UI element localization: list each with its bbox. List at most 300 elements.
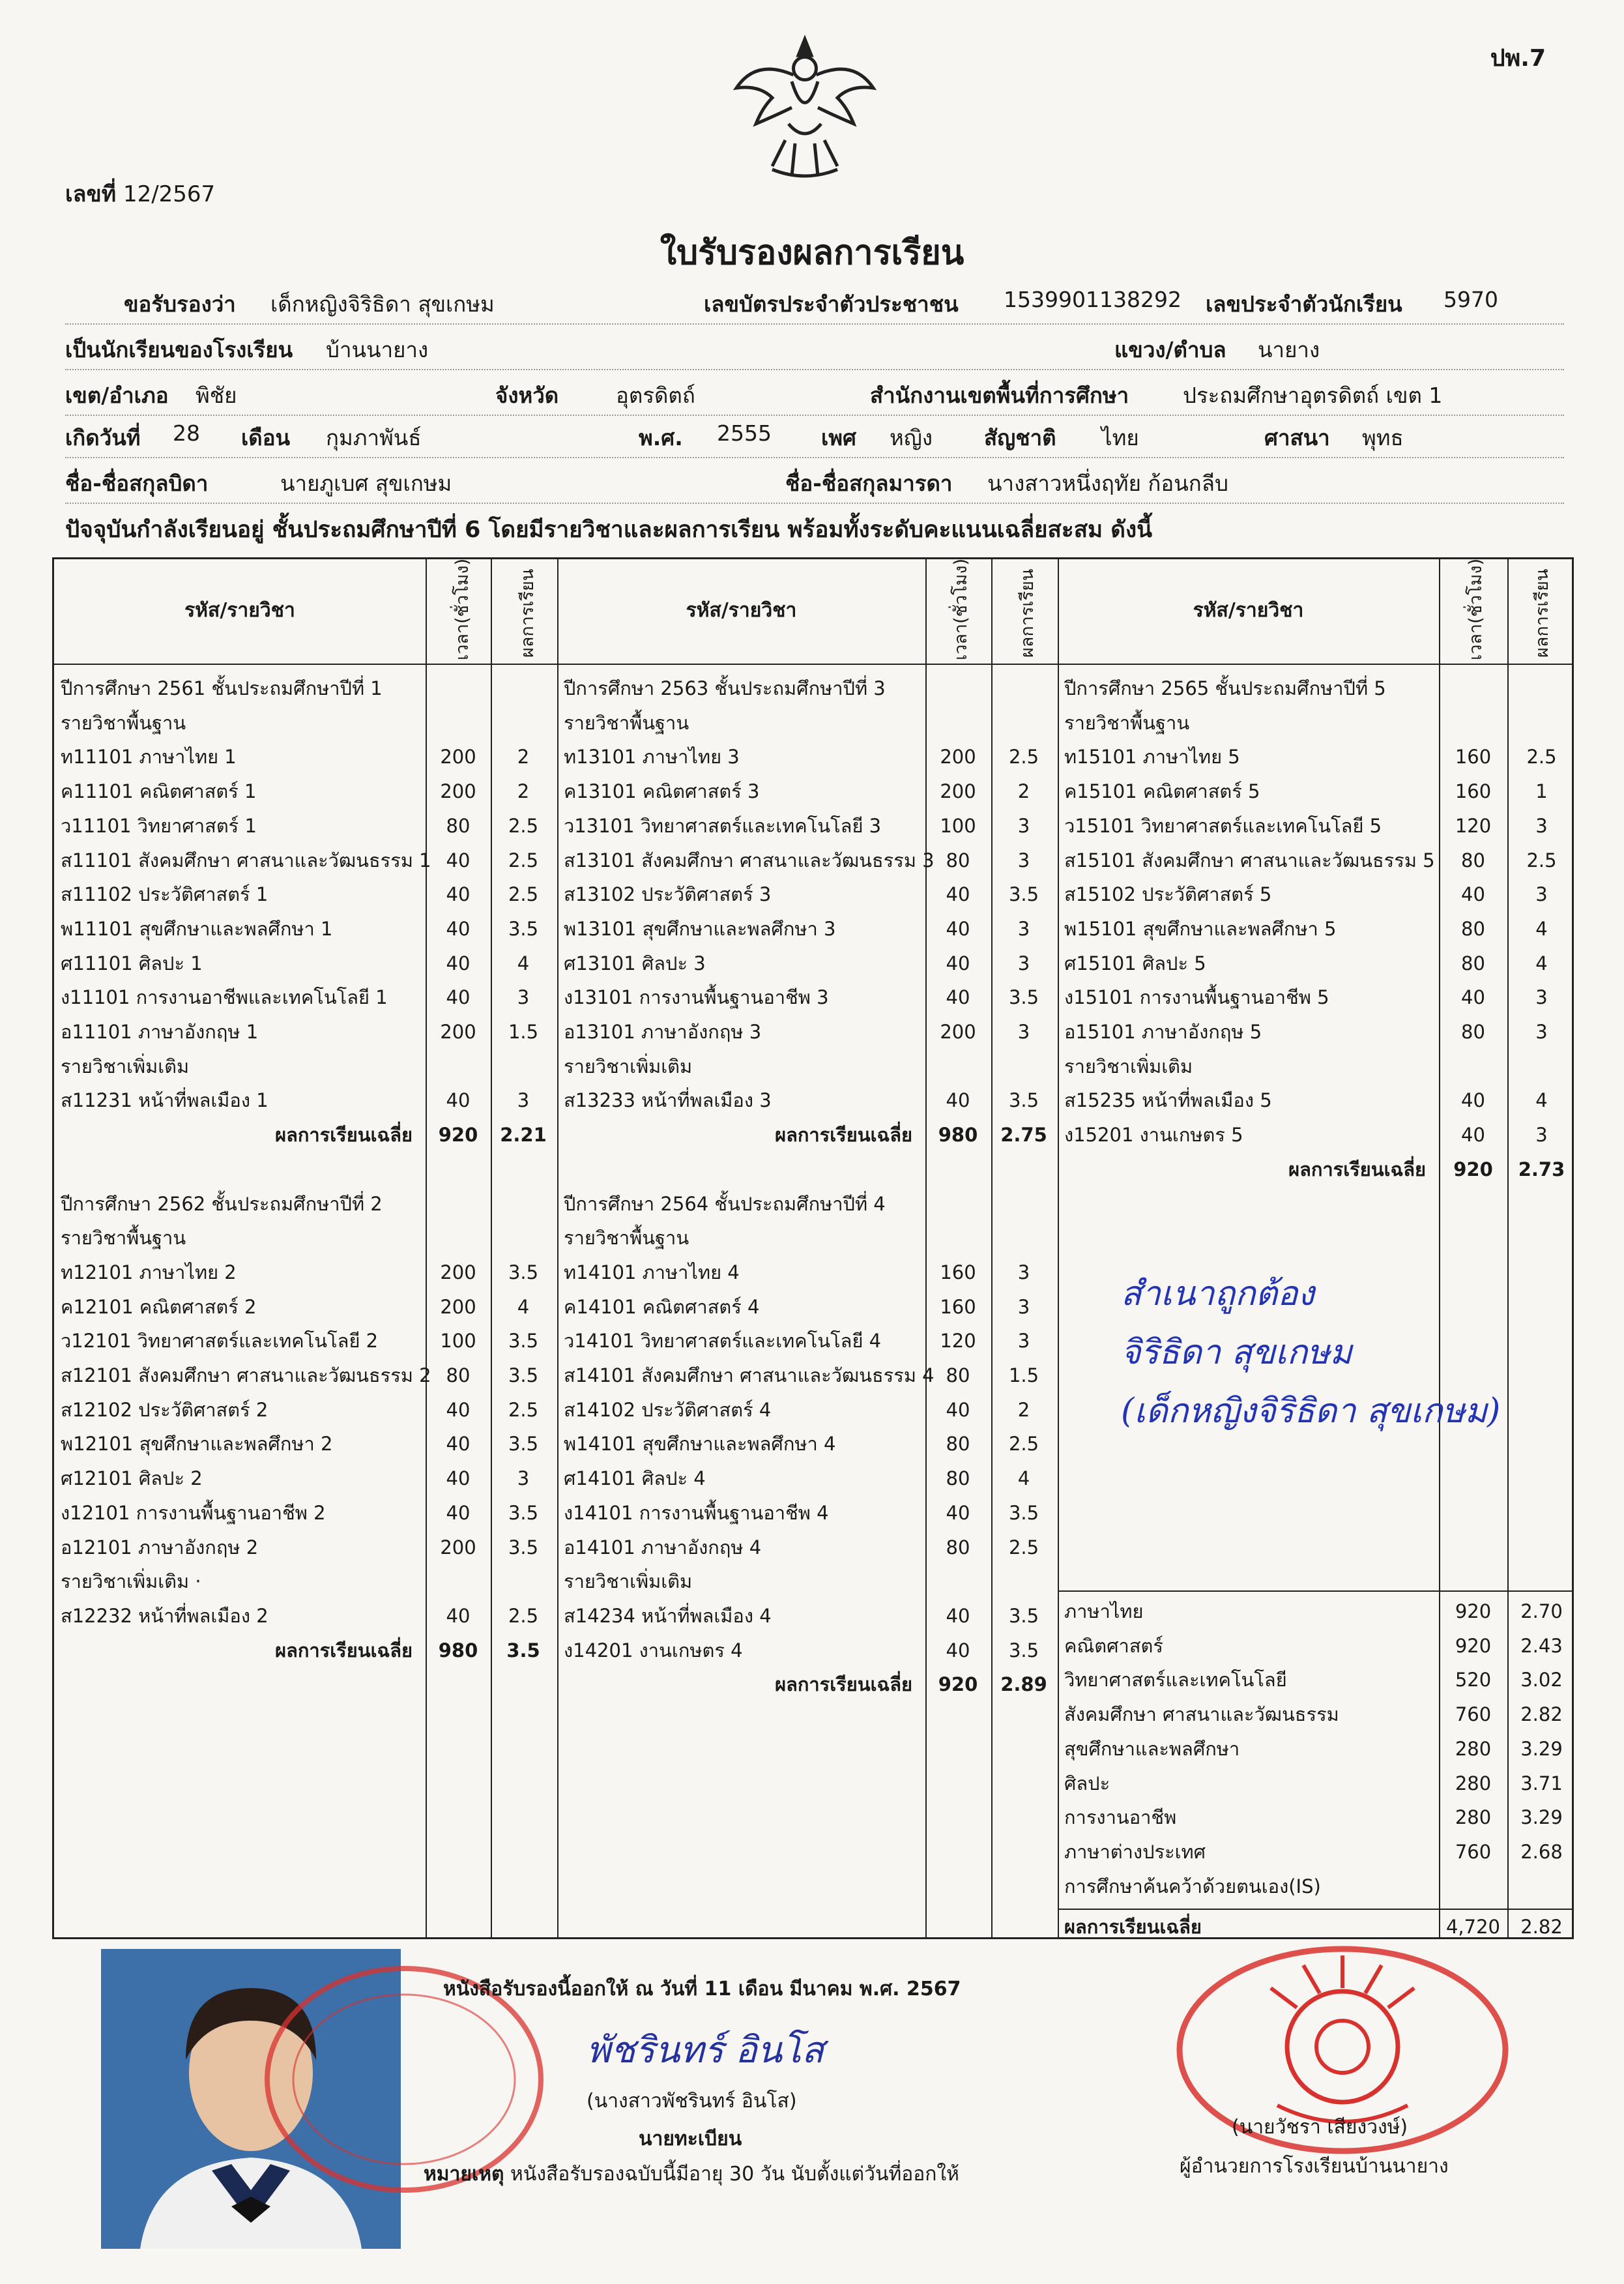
hours-cell: 920 bbox=[938, 1673, 978, 1696]
hours-cell bbox=[426, 1564, 491, 1598]
grade-cell: 2.21 bbox=[500, 1124, 547, 1147]
info-row-1 bbox=[65, 287, 1564, 326]
grade-cell: 2.5 bbox=[508, 849, 539, 871]
hours-cell: 160 bbox=[940, 1295, 976, 1318]
grade-table bbox=[52, 557, 1574, 1939]
summary-grade-cell: 2.70 bbox=[1520, 1600, 1563, 1622]
hours-cell: 80 bbox=[1461, 849, 1485, 871]
subject-cell: ง11101 การงานอาชีพและเทคโนโลยี 1 bbox=[61, 986, 388, 1009]
summary-subject-cell: การงานอาชีพ bbox=[1064, 1806, 1177, 1829]
summary-subject-cell: ภาษาต่างประเทศ bbox=[1064, 1840, 1206, 1863]
hours-cell: 980 bbox=[938, 1124, 978, 1147]
grade-cell: 2.5 bbox=[508, 883, 539, 906]
summary-subject-cell: สังคมศึกษา ศาสนาและวัฒนธรรม bbox=[1064, 1703, 1339, 1726]
hours-cell: 40 bbox=[446, 986, 471, 1009]
subject-cell: อ12101 ภาษาอังกฤษ 2 bbox=[61, 1536, 259, 1559]
summary-hours-cell: 760 bbox=[1455, 1840, 1492, 1863]
summary-grade-cell: 3.71 bbox=[1520, 1772, 1563, 1794]
hours-cell bbox=[925, 1187, 991, 1221]
hours-cell: 80 bbox=[1461, 917, 1485, 940]
hours-cell: 80 bbox=[1461, 952, 1485, 974]
grade-cell: 3.5 bbox=[508, 1261, 539, 1283]
hours-cell: 40 bbox=[446, 1089, 471, 1112]
hours-cell: 200 bbox=[440, 1536, 476, 1559]
summary-subject-cell: คณิตศาสตร์ bbox=[1064, 1634, 1163, 1657]
header-grade-3: ผลการเรียน bbox=[1532, 568, 1552, 658]
subject-cell: รายวิชาพื้นฐาน bbox=[1064, 711, 1190, 734]
hours-cell: 80 bbox=[446, 814, 471, 837]
school-label: เป็นนักเรียนของโรงเรียน bbox=[65, 337, 293, 362]
registrar-title: นายทะเบียน bbox=[639, 2128, 742, 2150]
hours-cell bbox=[925, 706, 991, 740]
nationality-value: ไทย bbox=[1101, 425, 1139, 450]
header-subject-1: รหัส/รายวิชา bbox=[184, 599, 295, 622]
hours-cell: 980 bbox=[438, 1639, 478, 1662]
grade-cell: 3.5 bbox=[508, 1330, 539, 1353]
hours-cell: 160 bbox=[1455, 780, 1492, 803]
subject-cell: ส13233 หน้าที่พลเมือง 3 bbox=[564, 1089, 772, 1112]
summary-subject-cell: วิทยาศาสตร์และเทคโนโลยี bbox=[1064, 1669, 1287, 1691]
director-name: (นายวัชรา เสียงวงษ์) bbox=[1232, 2116, 1408, 2139]
grade-cell: 3.5 bbox=[1008, 883, 1039, 906]
grade-cell bbox=[991, 1564, 1056, 1598]
subject-cell: ส14102 ประวัติศาสตร์ 4 bbox=[564, 1398, 772, 1421]
subject-cell: ท14101 ภาษาไทย 4 bbox=[564, 1261, 740, 1283]
birth-month-value: กุมภาพันธ์ bbox=[326, 425, 422, 450]
grade-cell: 3 bbox=[1535, 814, 1548, 837]
birth-year-value: 2555 bbox=[717, 420, 772, 446]
hours-cell: 200 bbox=[440, 746, 476, 769]
summary-hours-cell bbox=[1439, 1869, 1507, 1903]
subject-cell: อ11101 ภาษาอังกฤษ 1 bbox=[61, 1021, 259, 1043]
grade-cell: 3 bbox=[1017, 849, 1030, 871]
subject-cell: ว14101 วิทยาศาสตร์และเทคโนโลยี 4 bbox=[564, 1330, 882, 1353]
subject-cell: ผลการเรียนเฉลี่ย bbox=[1288, 1158, 1426, 1180]
grade-cell: 3.5 bbox=[1008, 1639, 1039, 1662]
summary-grade-cell: 2.43 bbox=[1520, 1634, 1563, 1657]
subject-cell: ศ11101 ศิลปะ 1 bbox=[61, 952, 203, 974]
hours-cell: 100 bbox=[440, 1330, 476, 1353]
hours-cell: 40 bbox=[1461, 986, 1485, 1009]
subject-cell: พ11101 สุขศึกษาและพลศึกษา 1 bbox=[61, 917, 333, 940]
hours-cell bbox=[925, 1049, 991, 1083]
mother-value: นางสาวหนึ่งฤทัย ก้อนกลีบ bbox=[987, 471, 1228, 496]
student-name: เด็กหญิงจิริธิดา สุขเกษม bbox=[270, 291, 495, 317]
grade-cell bbox=[491, 671, 556, 705]
grade-cell: 4 bbox=[1535, 952, 1548, 974]
grade-cell bbox=[491, 1564, 556, 1598]
summary-hours-cell: 920 bbox=[1455, 1634, 1492, 1657]
subject-cell: ศ14101 ศิลปะ 4 bbox=[564, 1467, 706, 1490]
province-value: อุตรดิตถ์ bbox=[616, 383, 695, 408]
subject-cell: อ14101 ภาษาอังกฤษ 4 bbox=[564, 1536, 762, 1559]
subject-cell: รายวิชาเพิ่มเติม · bbox=[61, 1570, 201, 1593]
grade-cell: 2.5 bbox=[1008, 746, 1039, 769]
hours-cell bbox=[1439, 671, 1507, 705]
hours-cell: 40 bbox=[946, 1604, 970, 1627]
district-label: เขต/อำเภอ bbox=[65, 383, 169, 408]
grade-cell: 1.5 bbox=[1008, 1364, 1039, 1386]
grade-cell: 2.5 bbox=[508, 814, 539, 837]
grade-cell bbox=[991, 1221, 1056, 1255]
subject-cell: พ14101 สุขศึกษาและพลศึกษา 4 bbox=[564, 1433, 836, 1456]
grade-cell: 3.5 bbox=[1008, 1089, 1039, 1112]
subject-cell: ส15235 หน้าที่พลเมือง 5 bbox=[1064, 1089, 1272, 1112]
summary-subject-cell: ภาษาไทย bbox=[1064, 1600, 1144, 1622]
subject-cell: ท15101 ภาษาไทย 5 bbox=[1064, 746, 1240, 769]
header-grade-1: ผลการเรียน bbox=[517, 568, 538, 658]
subject-cell: อ13101 ภาษาอังกฤษ 3 bbox=[564, 1021, 762, 1043]
grade-cell: 2.5 bbox=[1008, 1433, 1039, 1456]
hours-cell: 160 bbox=[940, 1261, 976, 1283]
current-status-line: ปัจจุบันกำลังเรียนอยู่ ชั้นประถมศึกษาปีที่ 6 โดยมีรายวิชาและผลการเรียน พร้อมทั้งระดับคะแนนเฉลี่ยสะสม ดังนี้ bbox=[65, 517, 1153, 543]
info-row-4 bbox=[65, 420, 1564, 460]
grade-cell: 3 bbox=[1017, 814, 1030, 837]
subject-cell: ว12101 วิทยาศาสตร์และเทคโนโลยี 2 bbox=[61, 1330, 379, 1353]
summary-subject-cell: การศึกษาค้นคว้าด้วยตนเอง(IS) bbox=[1064, 1875, 1321, 1897]
subject-cell: ส12232 หน้าที่พลเมือง 2 bbox=[61, 1604, 268, 1627]
registrar-name: (นางสาวพัชรินทร์ อินโส) bbox=[587, 2090, 797, 2113]
remark-text bbox=[424, 2159, 959, 2189]
subject-cell bbox=[564, 1152, 912, 1186]
subject-cell: รายวิชาเพิ่มเติม bbox=[1064, 1055, 1193, 1077]
subject-cell: ส14101 สังคมศึกษา ศาสนาและวัฒนธรรม 4 bbox=[564, 1364, 935, 1386]
subject-cell: ท12101 ภาษาไทย 2 bbox=[61, 1261, 237, 1283]
hours-cell: 200 bbox=[940, 780, 976, 803]
subject-cell: ส11101 สังคมศึกษา ศาสนาและวัฒนธรรม 1 bbox=[61, 849, 431, 871]
hours-cell: 40 bbox=[446, 1433, 471, 1456]
registrar-signature: พัชรินทร์ อินโส bbox=[587, 2029, 824, 2072]
subject-cell: ท11101 ภาษาไทย 1 bbox=[61, 746, 237, 769]
grade-cell: 3 bbox=[1535, 986, 1548, 1009]
hours-cell: 40 bbox=[446, 917, 471, 940]
info-row-3 bbox=[65, 378, 1564, 417]
hours-cell: 40 bbox=[946, 1089, 970, 1112]
hours-cell bbox=[426, 671, 491, 705]
garuda-emblem bbox=[723, 26, 886, 189]
grade-cell: 3.5 bbox=[1008, 1501, 1039, 1524]
grade-cell: 1.5 bbox=[508, 1021, 539, 1043]
subject-cell: รายวิชาเพิ่มเติม bbox=[61, 1055, 190, 1077]
grade-cell: 3.5 bbox=[508, 1433, 539, 1456]
grade-cell bbox=[991, 1187, 1056, 1221]
subject-cell: ค11101 คณิตศาสตร์ 1 bbox=[61, 780, 257, 803]
subject-cell: ง15201 งานเกษตร 5 bbox=[1064, 1124, 1243, 1147]
summary-total-grade: 2.82 bbox=[1520, 1916, 1563, 1938]
issued-date-text: หนังสือรับรองนี้ออกให้ ณ วันที่ 11 เดือน มีนาคม พ.ศ. 2567 bbox=[443, 1978, 961, 2000]
grade-cell: 3 bbox=[1535, 1124, 1548, 1147]
summary-hours-cell: 280 bbox=[1455, 1772, 1492, 1794]
subject-cell: ส14234 หน้าที่พลเมือง 4 bbox=[564, 1604, 772, 1627]
subject-cell: ค12101 คณิตศาสตร์ 2 bbox=[61, 1295, 257, 1318]
subject-cell: ส11231 หน้าที่พลเมือง 1 bbox=[61, 1089, 268, 1112]
religion-label: ศาสนา bbox=[1264, 425, 1330, 450]
subject-cell: รายวิชาพื้นฐาน bbox=[564, 1227, 689, 1250]
subject-cell: รายวิชาพื้นฐาน bbox=[61, 1227, 186, 1250]
header-hours-1: เวลา(ชั่วโมง) bbox=[452, 558, 472, 660]
subject-cell: ปีการศึกษา 2564 ชั้นประถมศึกษาปีที่ 4 bbox=[564, 1192, 886, 1215]
hours-cell: 40 bbox=[1461, 883, 1485, 906]
hours-cell bbox=[426, 706, 491, 740]
subject-cell: ส15101 สังคมศึกษา ศาสนาและวัฒนธรรม 5 bbox=[1064, 849, 1435, 871]
subject-cell: ผลการเรียนเฉลี่ย bbox=[775, 1124, 912, 1147]
handwriting-line-1: สำเนาถูกต้อง bbox=[1121, 1274, 1314, 1313]
doc-number-label: เลขที่ bbox=[65, 181, 117, 207]
subject-cell: ค14101 คณิตศาสตร์ 4 bbox=[564, 1295, 760, 1318]
grade-cell: 3 bbox=[1535, 883, 1548, 906]
subject-cell: ปีการศึกษา 2563 ชั้นประถมศึกษาปีที่ 3 bbox=[564, 677, 886, 699]
subject-cell: ส15102 ประวัติศาสตร์ 5 bbox=[1064, 883, 1272, 906]
summary-hours-cell: 280 bbox=[1455, 1737, 1492, 1760]
hours-cell bbox=[1439, 706, 1507, 740]
grade-cell: 4 bbox=[1535, 917, 1548, 940]
summary-total-hours: 4,720 bbox=[1445, 1916, 1501, 1938]
district-value: พิชัย bbox=[196, 383, 237, 408]
hours-cell: 920 bbox=[1453, 1158, 1493, 1180]
subject-cell: รายวิชาพื้นฐาน bbox=[564, 711, 689, 734]
nationality-label: สัญชาติ bbox=[984, 425, 1056, 450]
hours-cell: 40 bbox=[446, 1467, 471, 1490]
subject-cell: ส12102 ประวัติศาสตร์ 2 bbox=[61, 1398, 268, 1421]
hours-cell: 80 bbox=[946, 1536, 970, 1559]
subject-cell: ปีการศึกษา 2565 ชั้นประถมศึกษาปีที่ 5 bbox=[1064, 677, 1386, 699]
info-row-5 bbox=[65, 466, 1564, 505]
grade-cell: 3.5 bbox=[508, 1364, 539, 1386]
doc-number-value: 12/2567 bbox=[123, 181, 216, 207]
subject-cell: พ12101 สุขศึกษาและพลศึกษา 2 bbox=[61, 1433, 333, 1456]
subject-cell: รายวิชาเพิ่มเติม bbox=[564, 1570, 693, 1593]
document-number bbox=[65, 176, 215, 211]
summary-grade-cell: 2.68 bbox=[1520, 1840, 1563, 1863]
birth-day-value: 28 bbox=[173, 420, 200, 446]
subject-cell: พ15101 สุขศึกษาและพลศึกษา 5 bbox=[1064, 917, 1337, 940]
grade-cell: 3 bbox=[1017, 1261, 1030, 1283]
hours-cell bbox=[426, 1221, 491, 1255]
hours-cell: 40 bbox=[446, 952, 471, 974]
subject-cell: ว15101 วิทยาศาสตร์และเทคโนโลยี 5 bbox=[1064, 814, 1382, 837]
subject-cell: ปีการศึกษา 2562 ชั้นประถมศึกษาปีที่ 2 bbox=[61, 1192, 383, 1215]
subject-cell: ศ12101 ศิลปะ 2 bbox=[61, 1467, 203, 1490]
info-row-2 bbox=[65, 332, 1564, 372]
student-no-label: เลขประจำตัวนักเรียน bbox=[1206, 291, 1402, 317]
grade-cell: 2 bbox=[517, 780, 530, 803]
subdistrict-value: นายาง bbox=[1258, 337, 1320, 362]
area-value: ประถมศึกษาอุตรดิตถ์ เขต 1 bbox=[1183, 383, 1443, 408]
grade-cell bbox=[491, 1049, 556, 1083]
header-grade-2: ผลการเรียน bbox=[1017, 568, 1037, 658]
document-code: ปพ.7 bbox=[1490, 45, 1546, 72]
subject-cell: ศ15101 ศิลปะ 5 bbox=[1064, 952, 1206, 974]
grade-cell: 2.5 bbox=[1526, 849, 1557, 871]
hours-cell: 200 bbox=[940, 746, 976, 769]
hours-cell: 920 bbox=[438, 1124, 478, 1147]
subject-cell: ค13101 คณิตศาสตร์ 3 bbox=[564, 780, 760, 803]
grade-cell: 2.5 bbox=[508, 1604, 539, 1627]
sex-label: เพศ bbox=[821, 425, 856, 450]
grade-cell: 2.75 bbox=[1000, 1124, 1047, 1147]
hours-cell: 80 bbox=[946, 1433, 970, 1456]
hours-cell: 40 bbox=[946, 917, 970, 940]
subject-cell: ง14101 การงานพื้นฐานอาชีพ 4 bbox=[564, 1501, 829, 1524]
subject-cell: ปีการศึกษา 2561 ชั้นประถมศึกษาปีที่ 1 bbox=[61, 677, 383, 699]
subject-cell: ง12101 การงานพื้นฐานอาชีพ 2 bbox=[61, 1501, 326, 1524]
hours-cell: 80 bbox=[946, 849, 970, 871]
birth-day-label: เกิดวันที่ bbox=[65, 425, 141, 450]
grade-cell: 3 bbox=[517, 986, 530, 1009]
grade-cell bbox=[1507, 1049, 1576, 1083]
hours-cell: 40 bbox=[946, 986, 970, 1009]
grade-cell: 2 bbox=[1017, 1398, 1030, 1421]
hours-cell bbox=[426, 1187, 491, 1221]
handwriting-line-2: จิริธิดา สุขเกษม bbox=[1121, 1333, 1352, 1372]
hours-cell: 200 bbox=[440, 1261, 476, 1283]
handwritten-certification bbox=[1121, 1265, 1500, 1441]
grade-cell: 2.5 bbox=[1526, 746, 1557, 769]
hours-cell: 200 bbox=[440, 1021, 476, 1043]
remark-label: หมายเหตุ bbox=[424, 2163, 504, 2186]
subject-cell: ส11102 ประวัติศาสตร์ 1 bbox=[61, 883, 268, 906]
subject-cell: ศ13101 ศิลปะ 3 bbox=[564, 952, 706, 974]
summary-total-label: ผลการเรียนเฉลี่ย bbox=[1064, 1916, 1202, 1938]
grade-cell: 3 bbox=[517, 1467, 530, 1490]
hours-cell bbox=[925, 1221, 991, 1255]
page-title: ใบรับรองผลการเรียน bbox=[660, 233, 964, 272]
subject-cell: ง15101 การงานพื้นฐานอาชีพ 5 bbox=[1064, 986, 1329, 1009]
hours-cell: 120 bbox=[940, 1330, 976, 1353]
hours-cell: 40 bbox=[946, 1398, 970, 1421]
sex-value: หญิง bbox=[890, 425, 933, 450]
grade-cell: 3.5 bbox=[1008, 986, 1039, 1009]
certify-label: ขอรับรองว่า bbox=[124, 291, 236, 317]
hours-cell: 80 bbox=[1461, 1021, 1485, 1043]
grade-cell: 4 bbox=[517, 1295, 530, 1318]
summary-hours-cell: 520 bbox=[1455, 1669, 1492, 1691]
grade-cell bbox=[1507, 706, 1576, 740]
subject-cell: ท13101 ภาษาไทย 3 bbox=[564, 746, 740, 769]
hours-cell: 40 bbox=[446, 883, 471, 906]
grade-cell: 4 bbox=[1017, 1467, 1030, 1490]
subject-cell: ส12101 สังคมศึกษา ศาสนาและวัฒนธรรม 2 bbox=[61, 1364, 431, 1386]
hours-cell bbox=[925, 671, 991, 705]
grade-cell: 4 bbox=[517, 952, 530, 974]
grade-cell: 2.5 bbox=[1008, 1536, 1039, 1559]
grade-cell bbox=[491, 706, 556, 740]
hours-cell: 40 bbox=[446, 849, 471, 871]
summary-hours-cell: 760 bbox=[1455, 1703, 1492, 1726]
subject-cell bbox=[61, 1152, 413, 1186]
summary-subject-cell: สุขศึกษาและพลศึกษา bbox=[1064, 1737, 1240, 1760]
grade-cell: 2 bbox=[1017, 780, 1030, 803]
grade-cell: 3.5 bbox=[508, 1501, 539, 1524]
summary-grade-cell: 3.02 bbox=[1520, 1669, 1563, 1691]
grade-cell: 3 bbox=[1017, 917, 1030, 940]
grade-cell: 3 bbox=[517, 1089, 530, 1112]
grade-cell: 4 bbox=[1535, 1089, 1548, 1112]
grade-cell: 3.5 bbox=[1008, 1604, 1039, 1627]
handwriting-line-3: (เด็กหญิงจิริธิดา สุขเกษม) bbox=[1121, 1392, 1501, 1431]
birth-year-label: พ.ศ. bbox=[639, 425, 683, 450]
subject-cell: รายวิชาเพิ่มเติม bbox=[564, 1055, 693, 1077]
summary-subject-cell: ศิลปะ bbox=[1064, 1772, 1110, 1794]
grade-cell bbox=[991, 1049, 1056, 1083]
grade-cell: 2.5 bbox=[508, 1398, 539, 1421]
subject-cell: ว13101 วิทยาศาสตร์และเทคโนโลยี 3 bbox=[564, 814, 882, 837]
grade-cell: 2 bbox=[517, 746, 530, 769]
grade-cell: 3.5 bbox=[508, 917, 539, 940]
subdistrict-label: แขวง/ตำบล bbox=[1114, 337, 1226, 362]
grade-cell bbox=[491, 1221, 556, 1255]
subject-cell: ผลการเรียนเฉลี่ย bbox=[275, 1124, 413, 1147]
subject-cell: ว11101 วิทยาศาสตร์ 1 bbox=[61, 814, 257, 837]
summary-hours-cell: 920 bbox=[1455, 1600, 1492, 1622]
mother-label: ชื่อ-ชื่อสกุลมารดา bbox=[785, 471, 953, 496]
hours-cell: 40 bbox=[946, 952, 970, 974]
grade-cell: 3 bbox=[1017, 952, 1030, 974]
hours-cell: 160 bbox=[1455, 746, 1492, 769]
hours-cell: 40 bbox=[446, 1501, 471, 1524]
header-subject-3: รหัส/รายวิชา bbox=[1193, 599, 1304, 622]
director-title: ผู้อำนวยการโรงเรียนบ้านนายาง bbox=[1180, 2155, 1449, 2178]
grade-cell: 3 bbox=[1017, 1330, 1030, 1353]
hours-cell: 80 bbox=[946, 1364, 970, 1386]
summary-grade-cell bbox=[1507, 1869, 1576, 1903]
grade-cell: 3 bbox=[1017, 1021, 1030, 1043]
id-card-value: 1539901138292 bbox=[1004, 287, 1182, 312]
grade-cell: 1 bbox=[1535, 780, 1548, 803]
area-label: สำนักงานเขตพื้นที่การศึกษา bbox=[870, 383, 1129, 408]
header-hours-3: เวลา(ชั่วโมง) bbox=[1466, 558, 1486, 660]
hours-cell bbox=[1439, 1049, 1507, 1083]
hours-cell: 40 bbox=[1461, 1089, 1485, 1112]
grade-cell bbox=[991, 706, 1056, 740]
hours-cell: 80 bbox=[446, 1364, 471, 1386]
hours-cell: 40 bbox=[446, 1398, 471, 1421]
grade-cell: 3.5 bbox=[508, 1536, 539, 1559]
hours-cell: 200 bbox=[440, 780, 476, 803]
id-card-label: เลขบัตรประจำตัวประชาชน bbox=[704, 291, 959, 317]
student-no-value: 5970 bbox=[1443, 287, 1498, 312]
header-subject-2: รหัส/รายวิชา bbox=[686, 599, 797, 622]
grade-cell bbox=[491, 1152, 556, 1186]
subject-cell: ส13101 สังคมศึกษา ศาสนาและวัฒนธรรม 3 bbox=[564, 849, 935, 871]
grade-cell bbox=[1507, 671, 1576, 705]
summary-grade-cell: 2.82 bbox=[1520, 1703, 1563, 1726]
grade-cell bbox=[991, 1152, 1056, 1186]
subject-cell: อ15101 ภาษาอังกฤษ 5 bbox=[1064, 1021, 1262, 1043]
hours-cell: 40 bbox=[1461, 1124, 1485, 1147]
subject-cell: ผลการเรียนเฉลี่ย bbox=[775, 1673, 912, 1696]
grade-cell: 3.5 bbox=[506, 1639, 540, 1662]
grade-cell: 2.73 bbox=[1518, 1158, 1565, 1180]
hours-cell: 100 bbox=[940, 814, 976, 837]
father-value: นายภูเบศ สุขเกษม bbox=[280, 471, 452, 496]
hours-cell bbox=[925, 1564, 991, 1598]
hours-cell: 40 bbox=[446, 1604, 471, 1627]
school-value: บ้านนายาง bbox=[326, 337, 429, 362]
subject-cell: รายวิชาพื้นฐาน bbox=[61, 711, 186, 734]
hours-cell bbox=[426, 1152, 491, 1186]
hours-cell: 40 bbox=[946, 1501, 970, 1524]
grade-cell: 3 bbox=[1535, 1021, 1548, 1043]
religion-value: พุทธ bbox=[1362, 425, 1404, 450]
subject-cell: ผลการเรียนเฉลี่ย bbox=[275, 1639, 413, 1662]
birth-month-label: เดือน bbox=[241, 425, 291, 450]
hours-cell: 40 bbox=[946, 883, 970, 906]
father-label: ชื่อ-ชื่อสกุลบิดา bbox=[65, 471, 209, 496]
province-label: จังหวัด bbox=[495, 383, 559, 408]
summary-grade-cell: 3.29 bbox=[1520, 1806, 1563, 1829]
hours-cell: 40 bbox=[946, 1639, 970, 1662]
